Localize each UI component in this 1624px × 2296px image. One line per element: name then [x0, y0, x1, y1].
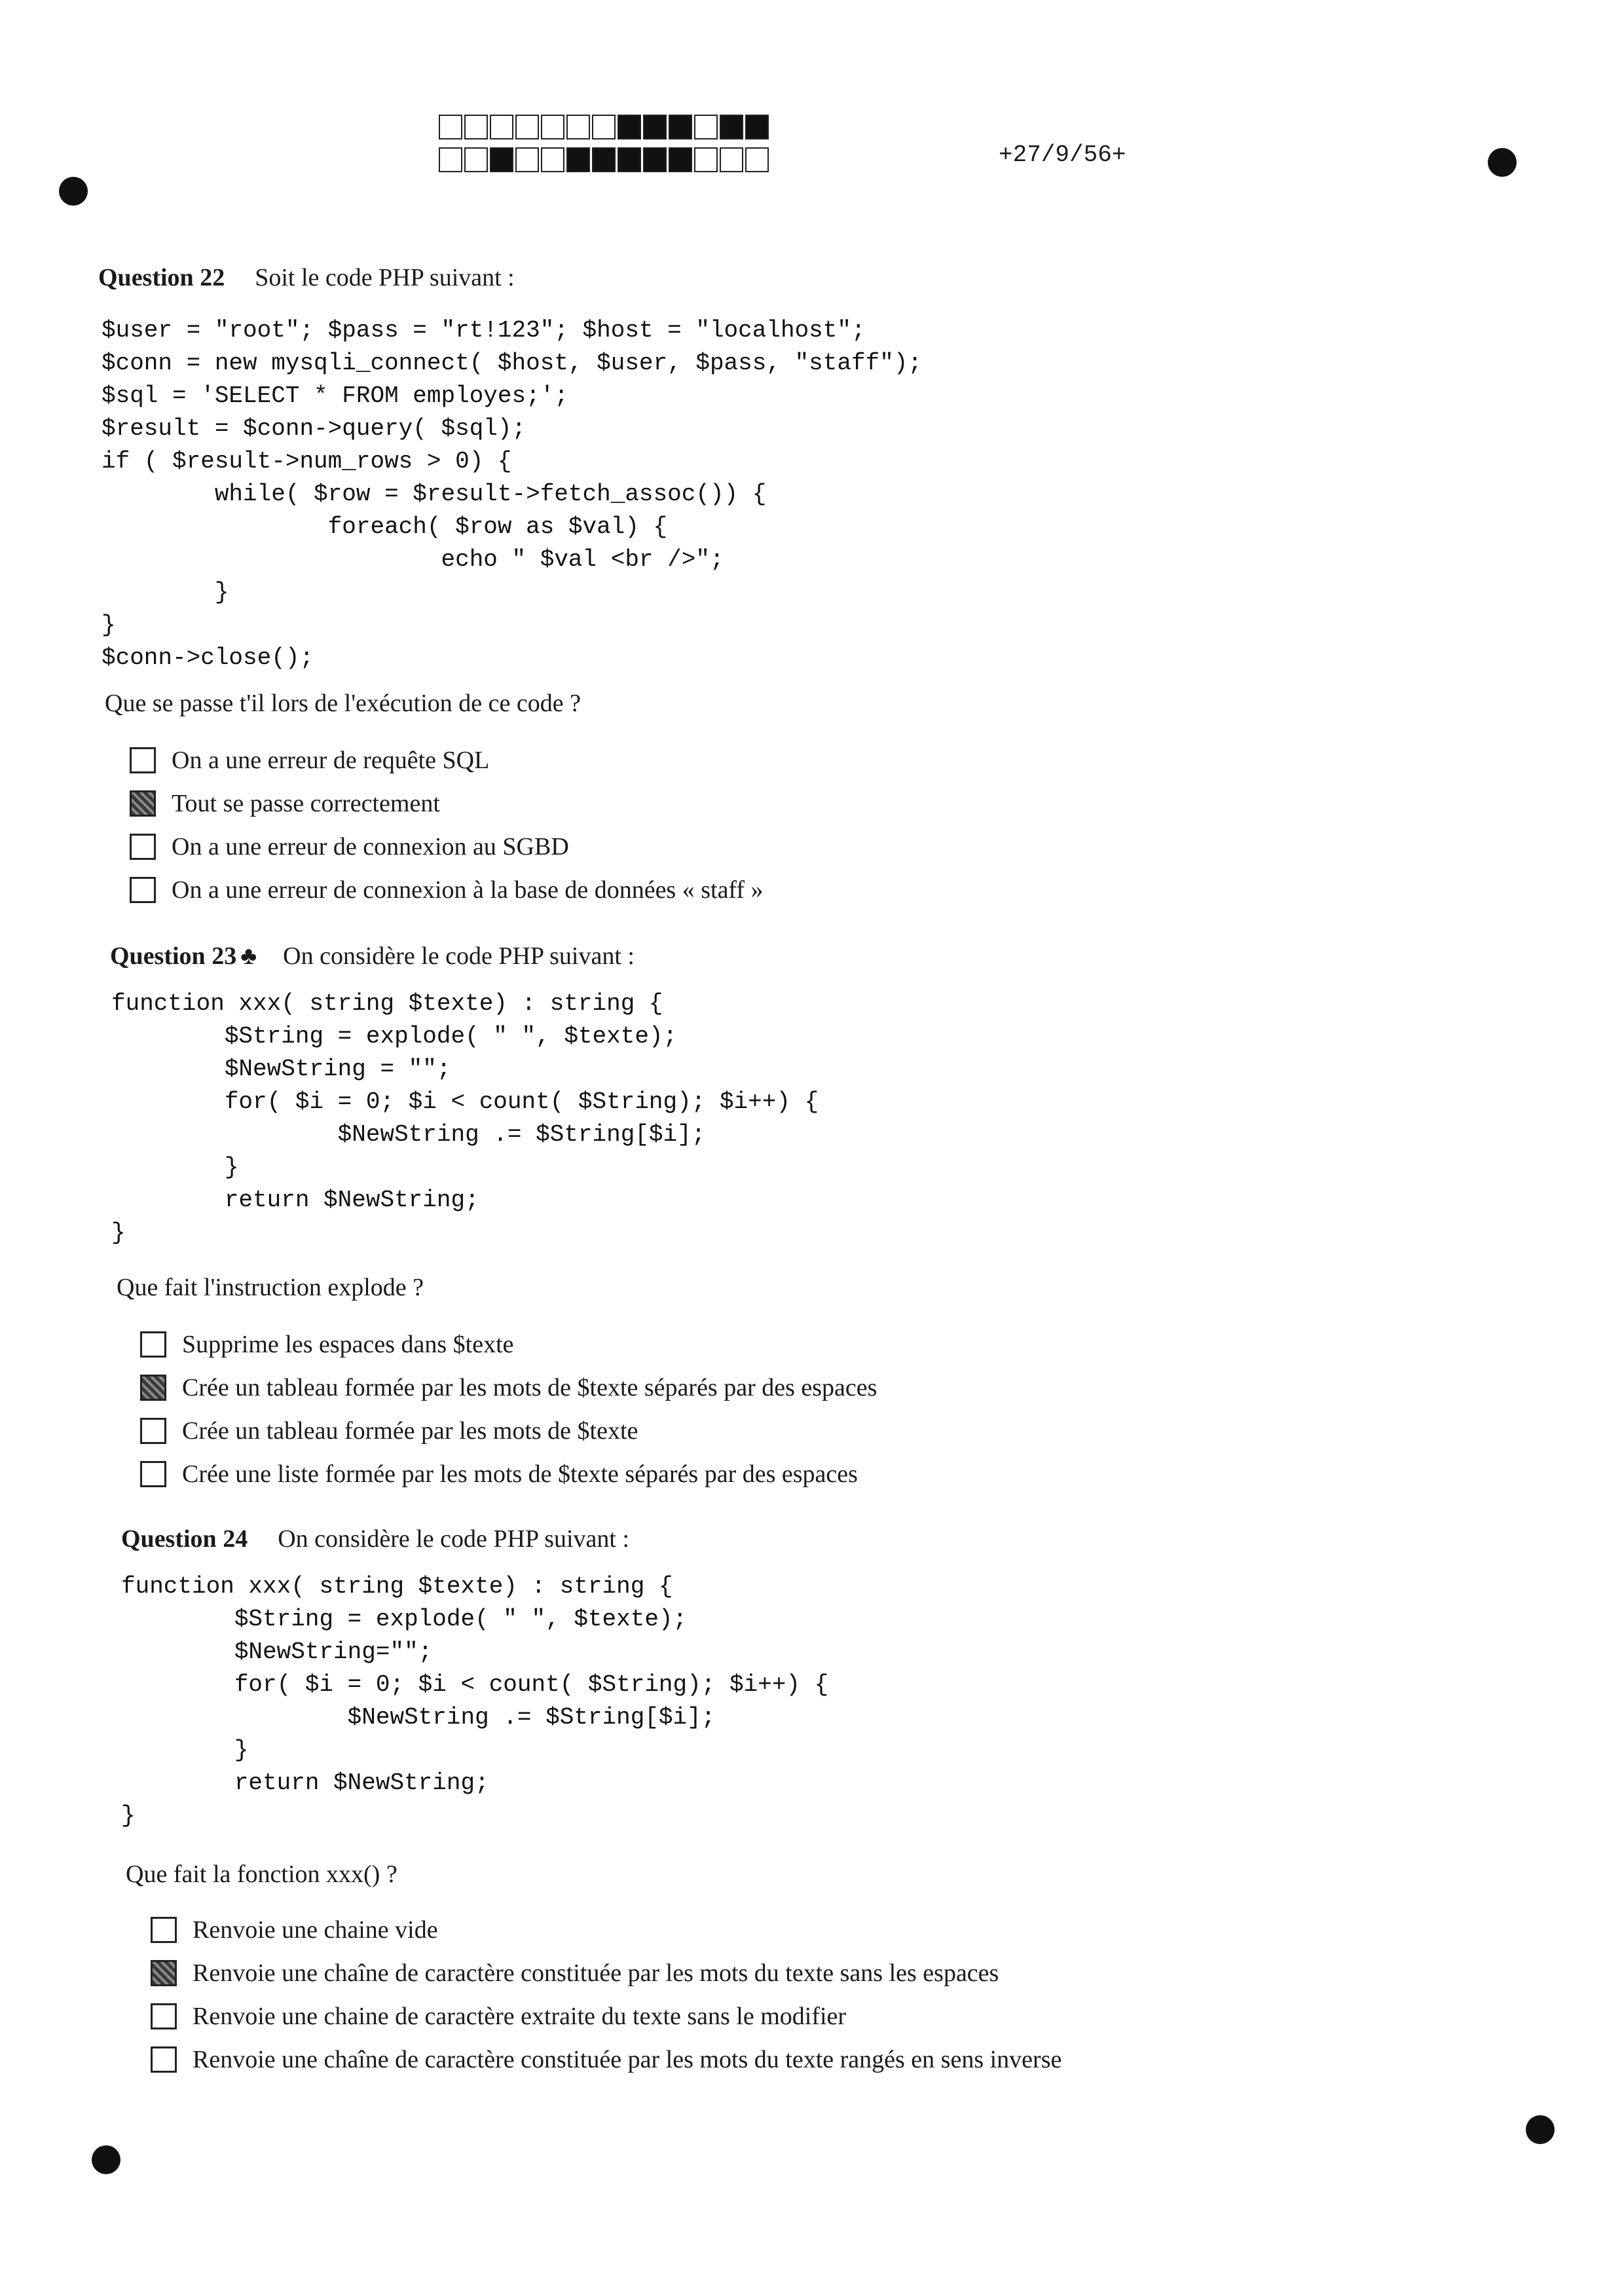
- barcode-cell: [541, 147, 564, 172]
- question-22-heading: [98, 262, 515, 293]
- barcode-cell: [490, 147, 513, 172]
- barcode-cell: [720, 147, 743, 172]
- answer-option[interactable]: [151, 1952, 1061, 1995]
- answer-label: On a une erreur de connexion à la base de données « staff »: [172, 876, 764, 904]
- answer-option[interactable]: [140, 1323, 877, 1366]
- answer-checkbox[interactable]: [140, 1331, 166, 1358]
- answer-label: Crée une liste formée par les mots de $texte séparés par des espaces: [182, 1460, 858, 1488]
- answer-label: Renvoie une chaîne de caractère constituée par les mots du texte sans les espaces: [193, 1959, 999, 1987]
- answer-option[interactable]: [130, 739, 764, 782]
- barcode-cell: [439, 147, 462, 172]
- barcode-cell: [541, 115, 564, 139]
- question-intro: Soit le code PHP suivant :: [255, 264, 515, 291]
- answer-checkbox[interactable]: [140, 1461, 166, 1487]
- barcode-cell: [720, 115, 743, 139]
- answer-checkbox[interactable]: [151, 2003, 177, 2029]
- question-22-options: [130, 739, 764, 912]
- answer-option[interactable]: [151, 2038, 1061, 2081]
- barcode-cell: [643, 115, 667, 139]
- question-23-heading: [110, 940, 635, 972]
- answer-option[interactable]: [130, 782, 764, 825]
- answer-checkbox[interactable]: [151, 2046, 177, 2073]
- answer-checkbox[interactable]: [151, 1917, 177, 1943]
- answer-checkbox[interactable]: [140, 1418, 166, 1444]
- registration-mark-top-left: [59, 177, 88, 206]
- question-24-prompt: Que fait la fonction xxx() ?: [126, 1861, 397, 1888]
- answer-checkbox[interactable]: [151, 1960, 177, 1986]
- barcode-cell: [464, 115, 488, 139]
- registration-mark-bottom-left: [92, 2145, 120, 2174]
- question-title: Question 23: [110, 942, 237, 970]
- answer-label: On a une erreur de connexion au SGBD: [172, 833, 569, 861]
- barcode-cell: [618, 147, 641, 172]
- barcode-cell: [669, 115, 692, 139]
- barcode-cell: [618, 115, 641, 139]
- barcode-cell: [439, 115, 462, 139]
- answer-checkbox[interactable]: [130, 877, 156, 903]
- question-title: Question 24: [121, 1525, 248, 1553]
- answer-checkbox[interactable]: [130, 834, 156, 860]
- answer-option[interactable]: [151, 1995, 1061, 2038]
- sheet-id: +27/9/56+: [999, 141, 1126, 168]
- question-22-prompt: Que se passe t'il lors de l'exécution de ce code ?: [105, 690, 581, 717]
- sheet-barcode: [439, 115, 771, 180]
- answer-label: On a une erreur de requête SQL: [172, 747, 490, 774]
- barcode-cell: [694, 115, 718, 139]
- question-24-heading: [121, 1523, 629, 1555]
- barcode-cell: [745, 147, 769, 172]
- answer-option[interactable]: [151, 1908, 1061, 1952]
- barcode-cell: [592, 147, 616, 172]
- barcode-cell: [515, 147, 539, 172]
- barcode-cell: [745, 115, 769, 139]
- multiple-answers-icon: ♣: [240, 942, 257, 970]
- question-24-options: [151, 1908, 1061, 2081]
- barcode-cell: [694, 147, 718, 172]
- answer-checkbox[interactable]: [140, 1375, 166, 1401]
- barcode-cell: [515, 115, 539, 139]
- answer-label: Renvoie une chaine de caractère extraite du texte sans le modifier: [193, 2003, 847, 2030]
- answer-checkbox[interactable]: [130, 790, 156, 817]
- answer-label: Renvoie une chaine vide: [193, 1916, 438, 1944]
- barcode-cell: [643, 147, 667, 172]
- question-title: Question 22: [98, 264, 225, 291]
- question-22-code: $user = "root"; $pass = "rt!123"; $host = "localhost"; $conn = new mysqli_connect( $host, $user, $pass, "staff"); $sql = 'SELECT * FROM employes;'; $result = $conn->query( $sql); if ( $result->num_rows > 0) { while( $row = $result->fetch_assoc()) { foreach( $row as $val) { echo " $val <br />"; } } $conn->close();: [101, 317, 923, 671]
- question-intro: On considère le code PHP suivant :: [278, 1525, 630, 1553]
- barcode-cell: [566, 115, 590, 139]
- answer-checkbox[interactable]: [130, 747, 156, 773]
- answer-label: Tout se passe correctement: [172, 790, 440, 817]
- barcode-cell: [669, 147, 692, 172]
- barcode-cell: [490, 115, 513, 139]
- answer-label: Supprime les espaces dans $texte: [182, 1331, 514, 1358]
- registration-mark-top-right: [1488, 148, 1517, 177]
- registration-mark-bottom-right: [1526, 2115, 1555, 2144]
- question-intro: On considère le code PHP suivant :: [283, 942, 635, 970]
- barcode-cell: [566, 147, 590, 172]
- answer-option[interactable]: [130, 825, 764, 868]
- question-23-options: [140, 1323, 877, 1496]
- question-24-code: function xxx( string $texte) : string { $String = explode( " ", $texte); $NewString=""; for( $i = 0; $i < count( $String); $i++) { $NewString .= $String[$i]; } return $NewString; }: [121, 1573, 829, 1829]
- answer-label: Crée un tableau formée par les mots de $texte séparés par des espaces: [182, 1374, 877, 1401]
- barcode-cell: [464, 147, 488, 172]
- answer-option[interactable]: [140, 1366, 877, 1409]
- barcode-cell: [592, 115, 616, 139]
- answer-label: Renvoie une chaîne de caractère constituée par les mots du texte rangés en sens inverse: [193, 2046, 1062, 2073]
- answer-option[interactable]: [130, 868, 764, 912]
- barcode-row-1: [439, 115, 771, 142]
- answer-option[interactable]: [140, 1453, 877, 1496]
- barcode-row-2: [439, 147, 771, 175]
- answer-option[interactable]: [140, 1409, 877, 1453]
- question-23-code: function xxx( string $texte) : string { $String = explode( " ", $texte); $NewString = ""; for( $i = 0; $i < count( $String); $i++) { $NewString .= $String[$i]; } return $NewString; }: [111, 990, 819, 1246]
- question-23-prompt: Que fait l'instruction explode ?: [117, 1274, 424, 1301]
- answer-label: Crée un tableau formée par les mots de $texte: [182, 1417, 638, 1445]
